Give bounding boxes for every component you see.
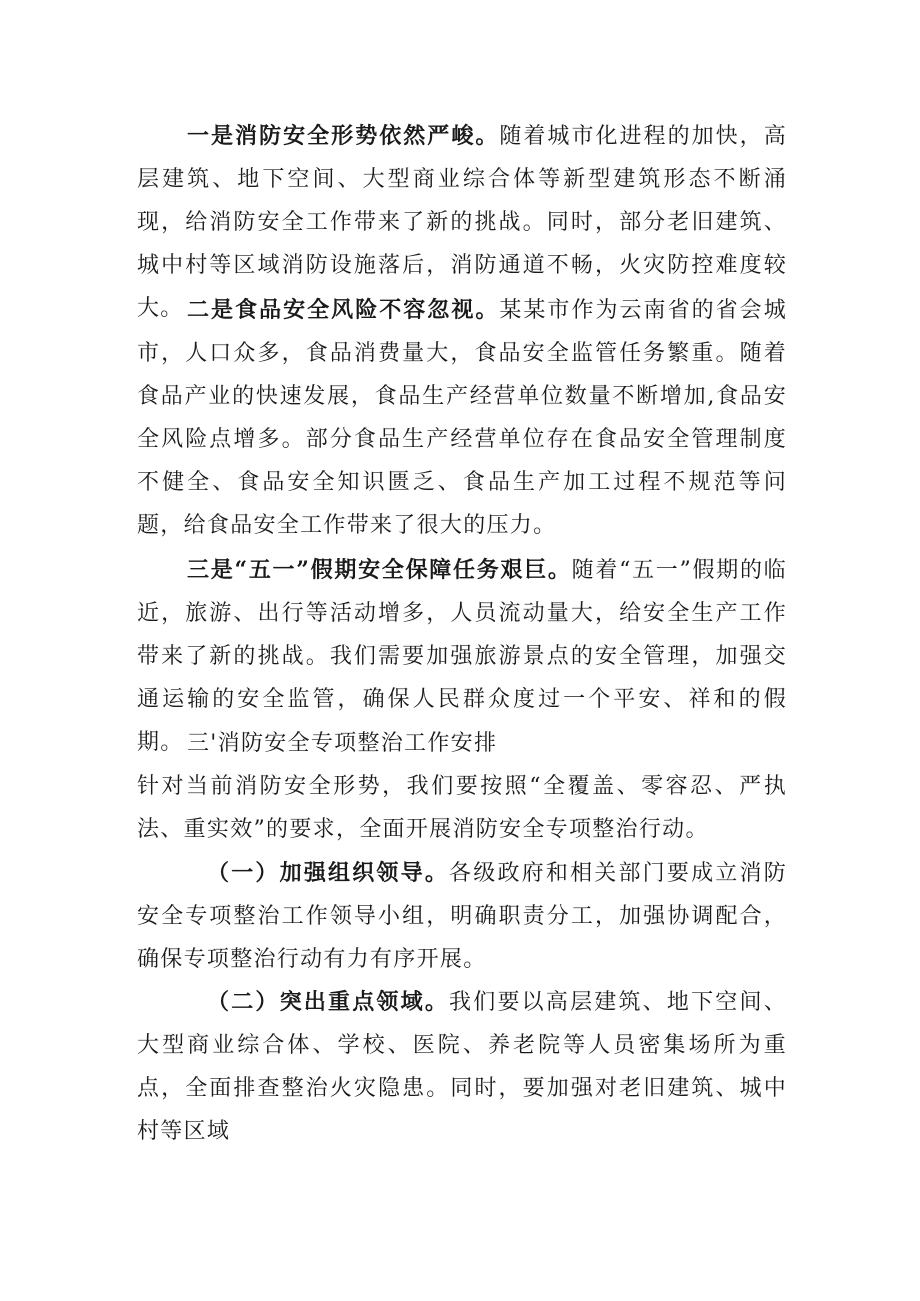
paragraph-lead: 一是消防安全形势依然严峻。: [187, 123, 500, 149]
paragraph-body: 我们要以高层建筑、地下空间、大型商业综合体、学校、医院、养老院等人员密集场所为重点，全面排查整治火灾隐患。同时，要加强对老旧建筑、城中村等区域: [137, 990, 787, 1144]
paragraph-lead: （二）突出重点领域。: [207, 989, 450, 1015]
paragraph-food-safety-risk: [137, 289, 787, 547]
paragraph-lead: 三是“五一”假期安全保障任务艰巨。: [187, 557, 572, 583]
paragraph-organization-leadership: [137, 852, 787, 981]
paragraph-body: 某某市作为云南省的省会城市，人口众多，食品消费量大，食品安全监管任务繁重。随着食品产业的快速发展，食品生产经营单位数量不断增加,食品安全风险点增多。部分食品生产经营单位存在食品安全管理制度不健全、食品安全知识匮乏、食品生产加工过程不规范等问题，给食品安全工作带来了很大的压力。: [137, 298, 787, 538]
section-heading: 三'消防安全专项整治工作安排: [187, 731, 498, 756]
paragraph-key-areas: [137, 981, 787, 1153]
paragraph-intro: 针对当前消防安全形势，我们要按照“全覆盖、零容忍、严执法、重实效”的要求，全面开展消防安全专项整治行动。: [137, 774, 787, 842]
paragraph-body: 随着城市化进程的加快，高层建筑、地下空间、大型商业综合体等新型建筑形态不断涌现，给消防安全工作带来了新的挑战。同时，部分老旧建筑、城中村等区域消防设施落后，消防通道不畅，火灾防控难度较大。: [137, 124, 787, 321]
paragraph-body: 随着“五一”假期的临近，旅游、出行等活动增多，人员流动量大，给安全生产工作带来了新的挑战。我们需要加强旅游景点的安全管理，加强交通运输的安全监管，确保人民群众度过一个平安、祥和的假期。: [137, 558, 787, 755]
paragraph-lead: 二是食品安全风险不容忽视。: [187, 297, 500, 323]
paragraph-lead: （一）加强组织领导。: [207, 860, 450, 886]
paragraph-body: 各级政府和相关部门要成立消防安全专项整治工作领导小组，明确职责分工，加强协调配合，确保专项整治行动有力有序开展。: [137, 861, 787, 972]
